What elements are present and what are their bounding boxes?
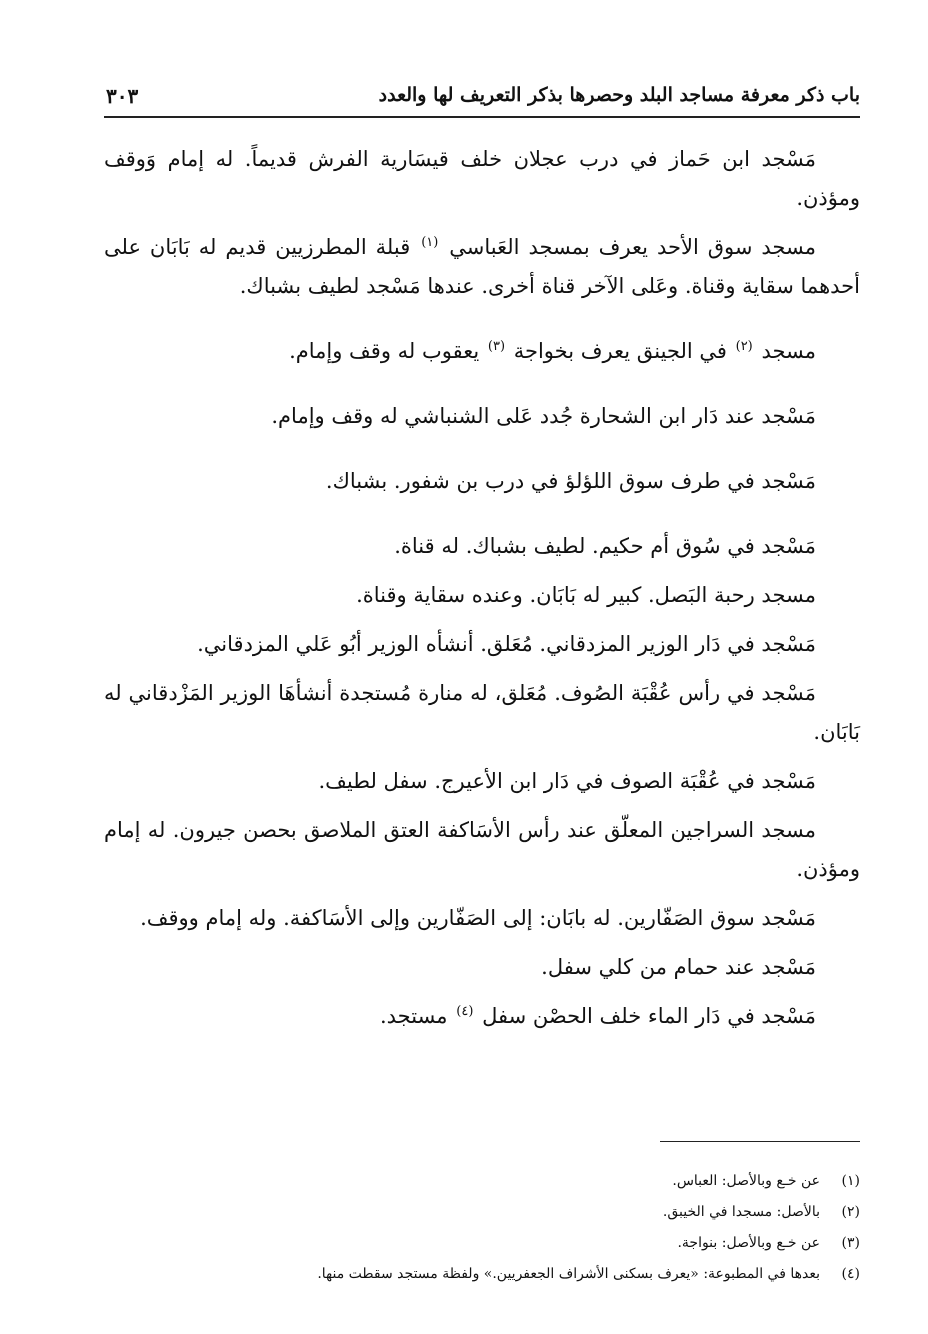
footnote-text: بالأصل: مسجدا في الخيبق. xyxy=(662,1204,820,1220)
footnote-reference: (٢) xyxy=(735,339,753,354)
paragraph-text: مَسْجد في دَار الماء خلف الحصْن سفل xyxy=(482,1004,816,1028)
paragraph-text: يعقوب له وقف وإمام. xyxy=(289,339,480,363)
paragraph-text: مَسْجد في عُقْبَة الصوف في دَار ابن الأعيرج. سفل لطيف. xyxy=(318,769,816,793)
paragraph-text: مَسْجد في دَار الوزير المزدقاني. مُعَلق. أنشأه الوزير أبُو عَلي المزدقاني. xyxy=(197,632,816,656)
footnote-number: (١) xyxy=(841,1173,860,1189)
paragraph-text: قبلة المطرزيين قديم له بَابَان على أحدهما سقاية وقناة. وعَلى الآخر قناة أخرى. عندها مَسْجد لطيف بشباك. xyxy=(104,235,860,298)
paragraph xyxy=(104,899,860,938)
footnotes xyxy=(140,1166,860,1290)
paragraph xyxy=(104,948,860,987)
footnote xyxy=(140,1197,860,1228)
footnote-reference: (٤) xyxy=(456,1004,474,1019)
paragraph xyxy=(104,228,860,306)
footnote-number: (٤) xyxy=(841,1266,860,1282)
paragraph-text: في الجينق يعرف بخواجة xyxy=(513,339,727,363)
paragraph-text: مَسْجد في طرف سوق اللؤلؤ في درب بن شفور. بشباك. xyxy=(325,469,816,493)
paragraph xyxy=(104,625,860,664)
paragraph xyxy=(104,527,860,566)
footnote-number: (٢) xyxy=(841,1204,860,1220)
paragraph xyxy=(104,576,860,615)
footnote-reference: (١) xyxy=(421,235,439,250)
footnote-text: عن خـع وبالأصل: بنواجة. xyxy=(677,1235,820,1251)
paragraph xyxy=(104,762,860,801)
footnote xyxy=(140,1228,860,1259)
paragraph-text: مسجد السراجين المعلّق عند رأس الأسَاكفة العتق الملاصق بحصن جيرون. له إمام ومؤذن. xyxy=(104,818,860,881)
paragraph xyxy=(104,397,860,436)
footnote-number: (٣) xyxy=(841,1235,860,1251)
footnote-reference: (٣) xyxy=(487,339,506,354)
running-header xyxy=(104,82,860,118)
paragraph-text: مَسْجد في رأس عُقْبَة الصُوف. مُعَلق، له منارة مُستجدة أنشأهَا الوزير المَزْدقاني له بَابَان. xyxy=(104,681,860,744)
paragraph-text: مَسْجد سوق الصَفّارين. له بابَان: إلى الصَفّارين وإلى الأسَاكفة. وله إمام ووقف. xyxy=(140,906,816,930)
main-text xyxy=(104,140,860,1036)
footnote xyxy=(140,1259,860,1290)
footnote-text: عن خـع وبالأصل: العباس. xyxy=(672,1173,820,1189)
paragraph-text: مستجد. xyxy=(379,1004,448,1028)
chapter-title: باب ذكر معرفة مساجد البلد وحصرها بذكر التعريف لها والعدد xyxy=(378,84,860,106)
paragraph xyxy=(104,674,860,752)
paragraph-text: مَسْجد عند حمام من كلي سفل. xyxy=(541,955,816,979)
paragraph-text: مَسْجد ابن حَماز في درب عجلان خلف قيسَارية الفرش قديماً. له إمام وَوقف ومؤذن. xyxy=(104,147,860,210)
footnote-text: بعدها في المطبوعة: «يعرف بسكنى الأشراف الجعفريين.» ولفظة مستجد سقطت منها. xyxy=(317,1266,820,1282)
paragraph xyxy=(104,997,860,1036)
paragraph xyxy=(104,140,860,218)
page-number: ٣٠٣ xyxy=(106,84,139,108)
paragraph-text: مسجد xyxy=(761,339,816,363)
paragraph xyxy=(104,332,860,371)
paragraph xyxy=(104,811,860,889)
paragraph-text: مَسْجد عند دَار ابن الشحارة جُدد عَلى الشنباشي له وقف وإمام. xyxy=(271,404,816,428)
paragraph-text: مسجد رحبة البَصل. كبير له بَابَان. وعنده سقاية وقناة. xyxy=(356,583,816,607)
paragraph xyxy=(104,462,860,501)
paragraph-text: مَسْجد في سُوق أم حكيم. لطيف بشباك. له قناة. xyxy=(394,534,816,558)
paragraph-text: مسجد سوق الأحد يعرف بمسجد العَباسي xyxy=(449,235,816,259)
footnote xyxy=(140,1166,860,1197)
footnote-separator xyxy=(660,1141,860,1142)
